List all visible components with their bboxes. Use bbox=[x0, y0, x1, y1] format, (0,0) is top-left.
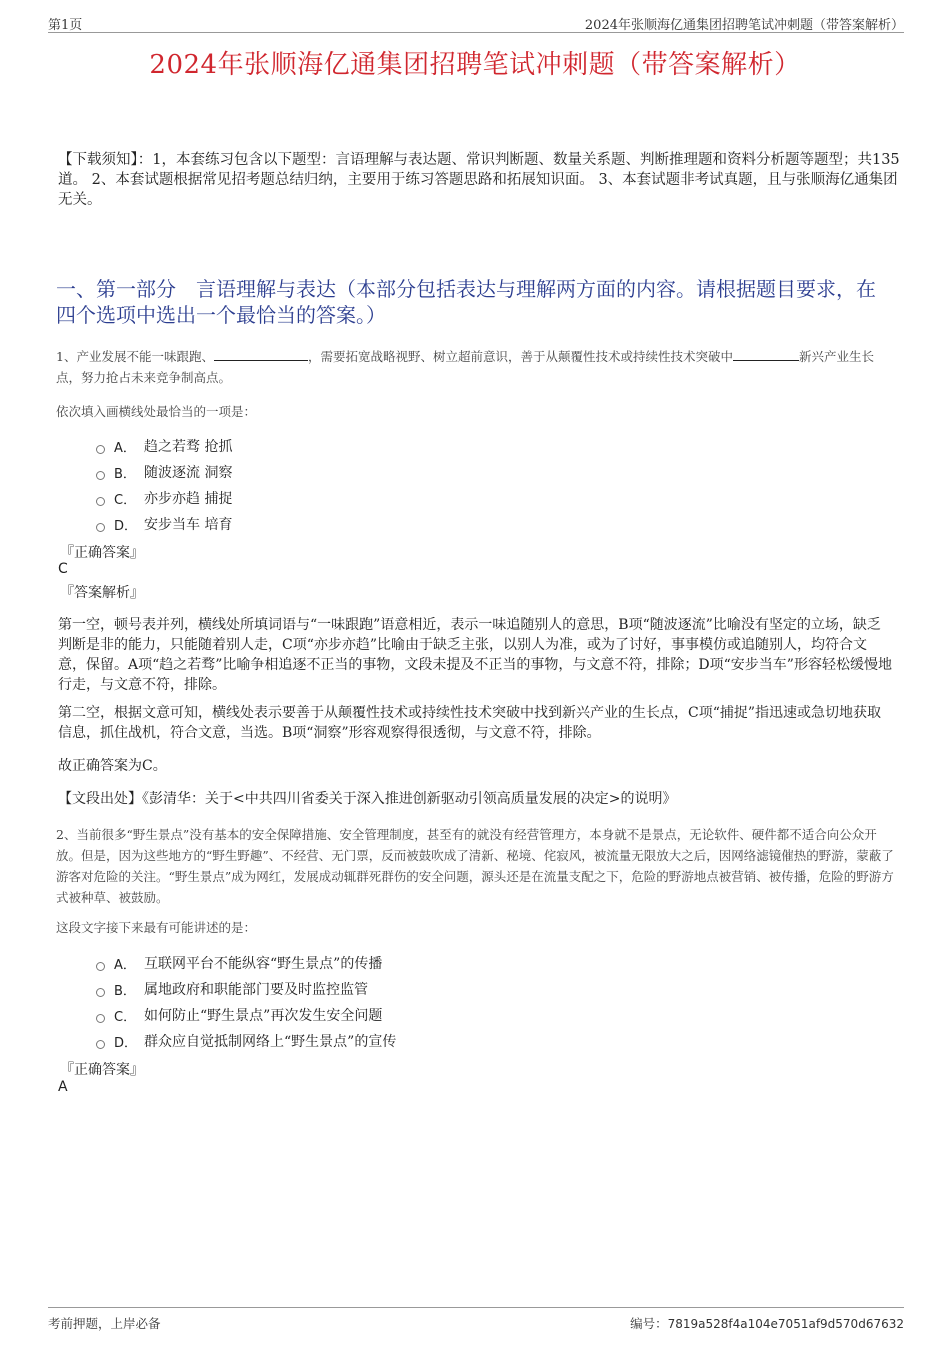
question-1-option-c[interactable]: C． 亦步亦趋 捕捉 bbox=[96, 485, 232, 511]
question-2-answer: A bbox=[58, 1079, 68, 1095]
radio-icon[interactable] bbox=[96, 445, 105, 454]
radio-icon[interactable] bbox=[96, 497, 105, 506]
serial-code: 7819a528f4a104e7051af9d570d67632 bbox=[667, 1317, 904, 1331]
question-1-options bbox=[96, 433, 232, 537]
question-1-option-d[interactable]: D． 安步当车 培育 bbox=[96, 511, 232, 537]
question-1-option-a[interactable]: A． 趋之若骛 抢抓 bbox=[96, 433, 232, 459]
question-1-text: 1、产业发展不能一味跟跑、 ，需要拓宽战略视野、树立超前意识，善于从颠覆性技术或持续性技术突破中 新兴产业生长点，努力抢占未来竞争制高点。 bbox=[56, 349, 874, 385]
radio-icon[interactable] bbox=[96, 988, 105, 997]
radio-icon[interactable] bbox=[96, 962, 105, 971]
radio-icon[interactable] bbox=[96, 1040, 105, 1049]
question-1-source: 【文段出处】《彭清华：关于<中共四川省委关于深入推进创新驱动引领高质量发展的决定>的说明》 bbox=[58, 791, 677, 807]
question-1-answer-label: 『正确答案』 bbox=[60, 545, 144, 561]
question-2-answer-label: 『正确答案』 bbox=[60, 1062, 144, 1078]
page-number: 第1页 bbox=[48, 18, 83, 33]
question-2-prompt: 这段文字接下来最有可能讲述的是： bbox=[56, 920, 257, 935]
footer-slogan: 考前押题，上岸必备 bbox=[48, 1316, 161, 1331]
fill-blank-1 bbox=[214, 347, 308, 361]
section-title: 一、第一部分 言语理解与表达（本部分包括表达与理解两方面的内容。请根据题目要求，在四个选项中选出一个最恰当的答案。） bbox=[56, 277, 876, 327]
question-2-option-d[interactable]: D． 群众应自觉抵制网络上“野生景点”的宣传 bbox=[96, 1028, 396, 1054]
question-1-option-b[interactable]: B． 随波逐流 洞察 bbox=[96, 459, 232, 485]
question-2-option-a[interactable]: A． 互联网平台不能纵容“野生景点”的传播 bbox=[96, 950, 396, 976]
analysis-paragraph-1: 第一空，顿号表并列，横线处所填词语与“一味跟跑”语意相近，表示一味追随别人的意思，B项“随波逐流”比喻没有坚定的立场，缺乏判断是非的能力，只能随着别人走，C项“亦步亦趋”比喻由于缺乏主张，以别人为准，或为了讨好，事事模仿或追随别人，均符合文意，保留。A项“趋之若骛”比喻争相追逐不正当的事物，文段未提及不正当的事物，与文意不符，排除；D项“安步当车”形容轻松缓慢地行走，与文意不符，排除。 bbox=[58, 617, 892, 693]
question-1-prompt: 依次填入画横线处最恰当的一项是： bbox=[56, 404, 257, 419]
page-header bbox=[48, 12, 904, 33]
header-doc-title: 2024年张顺海亿通集团招聘笔试冲刺题（带答案解析） bbox=[584, 18, 904, 33]
radio-icon[interactable] bbox=[96, 471, 105, 480]
analysis-conclusion: 故正确答案为C。 bbox=[58, 758, 167, 774]
radio-icon[interactable] bbox=[96, 523, 105, 532]
question-1-answer: C bbox=[58, 561, 68, 577]
page-footer bbox=[48, 1307, 904, 1330]
question-2-text: 2、当前很多“野生景点”没有基本的安全保障措施、安全管理制度，甚至有的就没有经营管理方，本身就不是景点，无论软件、硬件都不适合向公众开放。但是，因为这些地方的“野生野趣”、不经营、无门票，反而被鼓吹成了清新、秘境、侘寂风，被流量无限放大之后，因网络滤镜催热的野游，蒙蔽了游客对危险的关注。“野生景点”成为网红，发展成动辄群死群伤的安全问题，源头还是在流量支配之下，危险的野游地点被营销、被传播，危险的野游方式被种草、被鼓励。 bbox=[56, 827, 894, 905]
fill-blank-2 bbox=[733, 347, 799, 361]
question-1-analysis-label: 『答案解析』 bbox=[60, 585, 144, 601]
radio-icon[interactable] bbox=[96, 1014, 105, 1023]
question-2-options bbox=[96, 950, 396, 1054]
footer-serial: 编号：7819a528f4a104e7051af9d570d67632 bbox=[630, 1316, 904, 1331]
download-notice: 【下载须知】：1，本套练习包含以下题型：言语理解与表达题、常识判断题、数量关系题、判断推理题和资料分析题等题型；共135道。 2、本套试题根据常见招考题总结归纳，主要用于练习答题思路和拓展知识面。 3、本套试题非考试真题，且与张顺海亿通集团无关。 bbox=[58, 152, 900, 208]
question-2-option-c[interactable]: C． 如何防止“野生景点”再次发生安全问题 bbox=[96, 1002, 396, 1028]
document-title: 2024年张顺海亿通集团招聘笔试冲刺题（带答案解析） bbox=[149, 50, 801, 80]
question-2-option-b[interactable]: B． 属地政府和职能部门要及时监控监管 bbox=[96, 976, 396, 1002]
analysis-paragraph-2: 第二空，根据文意可知，横线处表示要善于从颠覆性技术或持续性技术突破中找到新兴产业的生长点，C项“捕捉”指迅速或急切地获取信息，抓住战机，符合文意，当选。B项“洞察”形容观察得很透彻，与文意不符，排除。 bbox=[58, 705, 882, 741]
